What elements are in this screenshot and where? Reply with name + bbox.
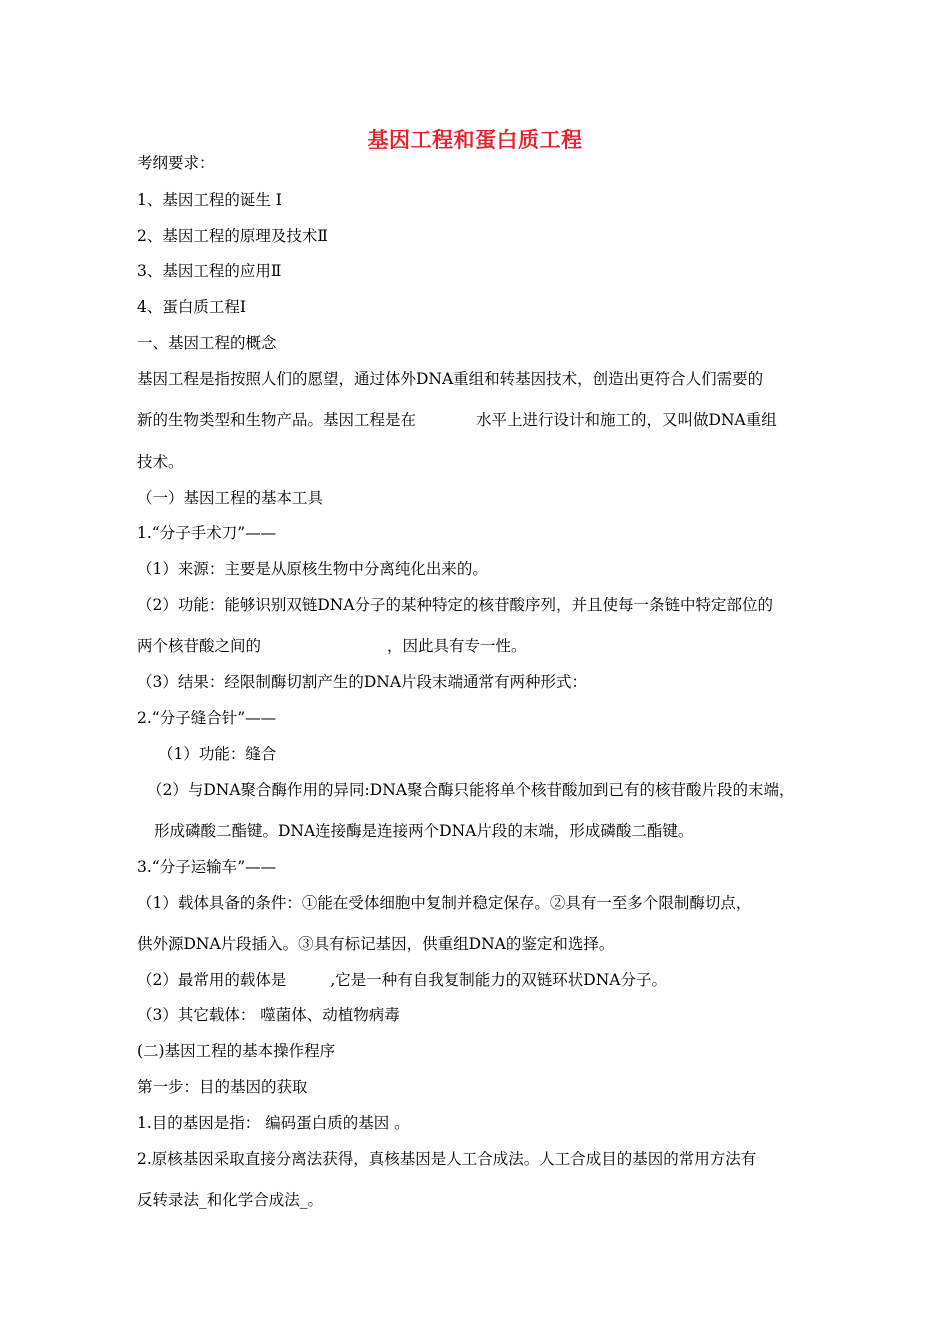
text-segment: ,它是一种有自我复制能力的双链环状DNA分子。	[330, 971, 667, 989]
list-item	[137, 636, 527, 656]
paragraph-line: 技术。	[137, 453, 184, 471]
list-item: 反转录法_和化学合成法_。	[137, 1191, 324, 1209]
list-item: 3.“分子运输车”——	[137, 858, 277, 876]
list-item: 1.“分子手术刀”——	[137, 524, 277, 542]
list-item: （2）与DNA聚合酶作用的异同:DNA聚合酶只能将单个核苷酸加到已有的核苷酸片段的末端，	[147, 781, 795, 799]
text-segment: （2）最常用的载体是	[137, 971, 287, 989]
list-item: （3）其它载体： 噬菌体、动植物病毒	[137, 1006, 400, 1024]
syllabus-item-2: 2、基因工程的原理及技术Ⅱ	[137, 227, 328, 245]
syllabus-item-4: 4、蛋白质工程Ⅰ	[137, 298, 246, 316]
paragraph-line: 基因工程是指按照人们的愿望，通过体外DNA重组和转基因技术，创造出更符合人们需要的	[137, 370, 764, 388]
list-item: 2.原核基因采取直接分离法获得，真核基因是人工合成法。人工合成目的基因的常用方法有	[137, 1150, 757, 1168]
text-segment: 新的生物类型和生物产品。基因工程是在	[137, 411, 417, 429]
list-item: 形成磷酸二酯键。DNA连接酶是连接两个DNA片段的末端，形成磷酸二酯键。	[154, 822, 694, 840]
list-item: （2）功能：能够识别双链DNA分子的某种特定的核苷酸序列，并且使每一条链中特定部位的	[137, 596, 774, 614]
section-heading-1: 一、基因工程的概念	[137, 334, 277, 352]
list-item: （1）载体具备的条件：①能在受体细胞中复制并稳定保存。②具有一至多个限制酶切点，	[137, 894, 752, 912]
text-segment: 水平上进行设计和施工的，又叫做DNA重组	[476, 411, 777, 429]
list-item: 2.“分子缝合针”——	[137, 709, 277, 727]
list-item: （1）功能：缝合	[158, 745, 277, 763]
list-item: （3）结果：经限制酶切割产生的DNA片段末端通常有两种形式：	[137, 673, 588, 691]
list-item: 供外源DNA片段插入。③具有标记基因，供重组DNA的鉴定和选择。	[137, 935, 615, 953]
text-segment: ，因此具有专一性。	[387, 637, 527, 655]
syllabus-item-1: 1、基因工程的诞生 Ⅰ	[137, 191, 282, 209]
paragraph-line	[137, 410, 777, 430]
subsection-heading: (二)基因工程的基本操作程序	[137, 1042, 336, 1060]
list-item: （1）来源：主要是从原核生物中分离纯化出来的。	[137, 560, 488, 578]
page-title: 基因工程和蛋白质工程	[367, 128, 583, 152]
text-segment: 两个核苷酸之间的	[137, 637, 262, 655]
subsection-heading: （一）基因工程的基本工具	[137, 489, 324, 507]
syllabus-heading: 考纲要求：	[137, 154, 215, 172]
list-item: 1.目的基因是指： 编码蛋白质的基因 。	[137, 1114, 410, 1132]
step-heading: 第一步：目的基因的获取	[137, 1078, 308, 1096]
syllabus-item-3: 3、基因工程的应用Ⅱ	[137, 262, 282, 280]
list-item	[137, 970, 667, 990]
